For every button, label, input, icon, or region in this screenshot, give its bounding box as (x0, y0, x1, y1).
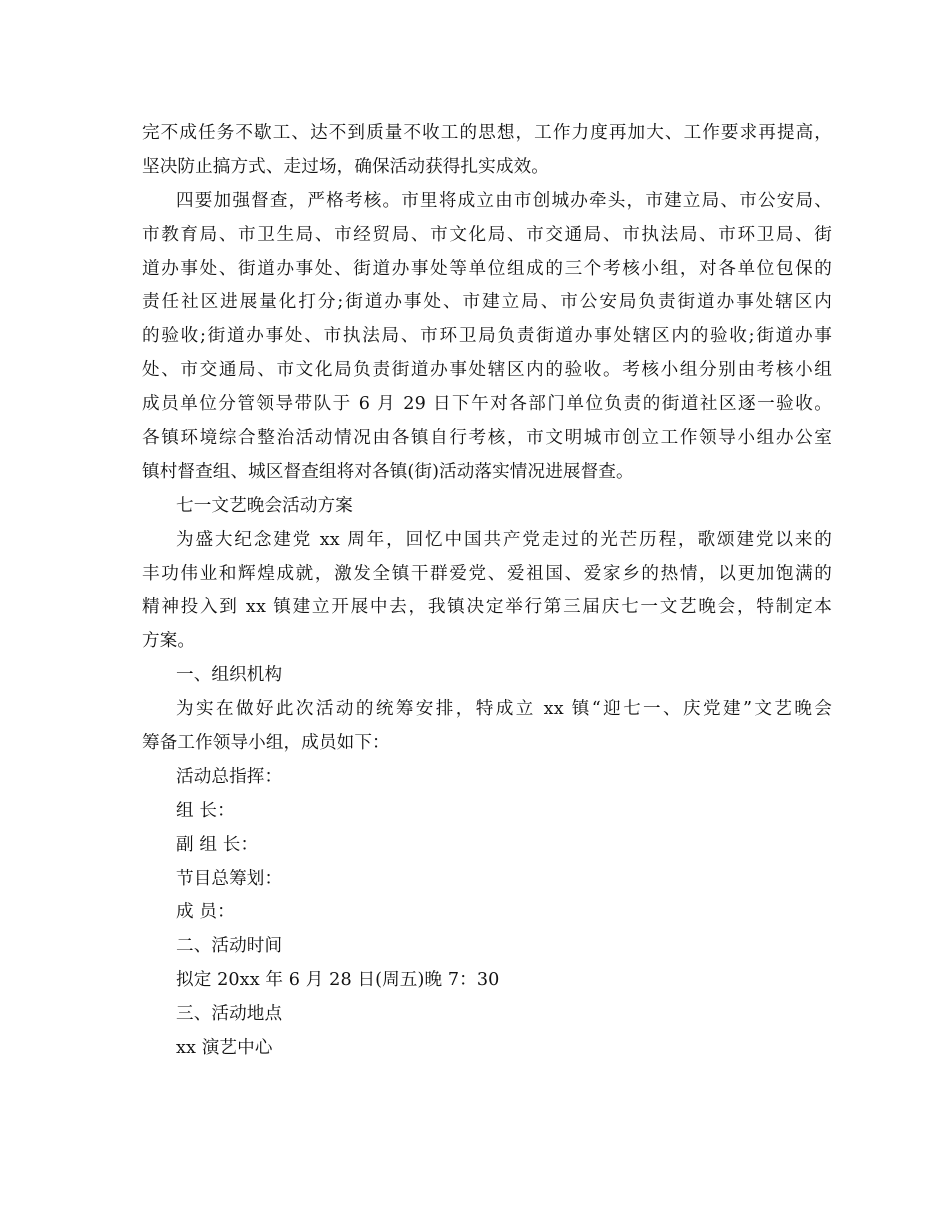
role-line: 活动总指挥： (176, 766, 283, 787)
role-line: 组 长： (176, 800, 235, 821)
text-line: 成员单位分管领导带队于 6 月 29 日下午对各部门单位负责的街道社区逐一验收。 (142, 394, 832, 415)
paragraph-start-line: 四要加强督查，严格考核。市里将成立由市创城办牵头，市建立局、市公安局、 (176, 190, 832, 211)
text-line: 筹备工作领导小组，成员如下： (142, 733, 390, 754)
role-line: 副 组 长： (176, 834, 259, 855)
paragraph-start-line: 为盛大纪念建党 xx 周年，回忆中国共产党走过的光芒历程，歌颂建党以来的 (176, 529, 832, 550)
text-line: 道办事处、街道办事处、街道办事处等单位组成的三个考核小组，对各单位包保的 (142, 258, 832, 279)
text-line: 丰功伟业和辉煌成就，激发全镇干群爱党、爱祖国、爱家乡的热情，以更加饱满的 (142, 563, 832, 584)
section-heading: 二、活动时间 (176, 936, 283, 957)
text-line: 处、市交通局、市文化局负责街道办事处辖区内的验收。考核小组分别由考核小组 (142, 360, 832, 381)
section-heading: 三、活动地点 (176, 1004, 283, 1025)
text-line: 完不成任务不歇工、达不到质量不收工的思想，工作力度再加大、工作要求再提高， (142, 123, 832, 143)
text-line: 责任社区进展量化打分;街道办事处、市建立局、市公安局负责街道办事处辖区内 (142, 292, 832, 313)
text-line: 市教育局、市卫生局、市经贸局、市文化局、市交通局、市执法局、市环卫局、街 (142, 224, 832, 245)
text-line: 精神投入到 xx 镇建立开展中去，我镇决定举行第三届庆七一文艺晚会，特制定本 (142, 597, 832, 618)
section-heading: 一、组织机构 (176, 665, 283, 686)
role-line: 成 员： (176, 902, 235, 923)
paragraph-start-line: 为实在做好此次活动的统筹安排，特成立 xx 镇“迎七一、庆党建”文艺晚会 (176, 699, 832, 720)
text-line: 的验收;街道办事处、市执法局、市环卫局负责街道办事处辖区内的验收;街道办事 (142, 326, 832, 347)
text-line: 拟定 20xx 年 6 月 28 日(周五)晚 7：30 (176, 970, 500, 991)
text-line: xx 演艺中心 (176, 1038, 273, 1059)
document-body (142, 117, 832, 1066)
text-line: 方案。 (142, 631, 196, 652)
text-line: 镇村督查组、城区督查组将对各镇(街)活动落实情况进展督查。 (142, 461, 634, 482)
text-line: 各镇环境综合整治活动情况由各镇自行考核，市文明城市创立工作领导小组办公室 (142, 428, 832, 449)
text-line: 坚决防止搞方式、走过场，确保活动获得扎实成效。 (142, 156, 549, 177)
role-line: 节目总筹划： (176, 868, 283, 889)
section-title: 七一文艺晚会活动方案 (176, 495, 353, 516)
